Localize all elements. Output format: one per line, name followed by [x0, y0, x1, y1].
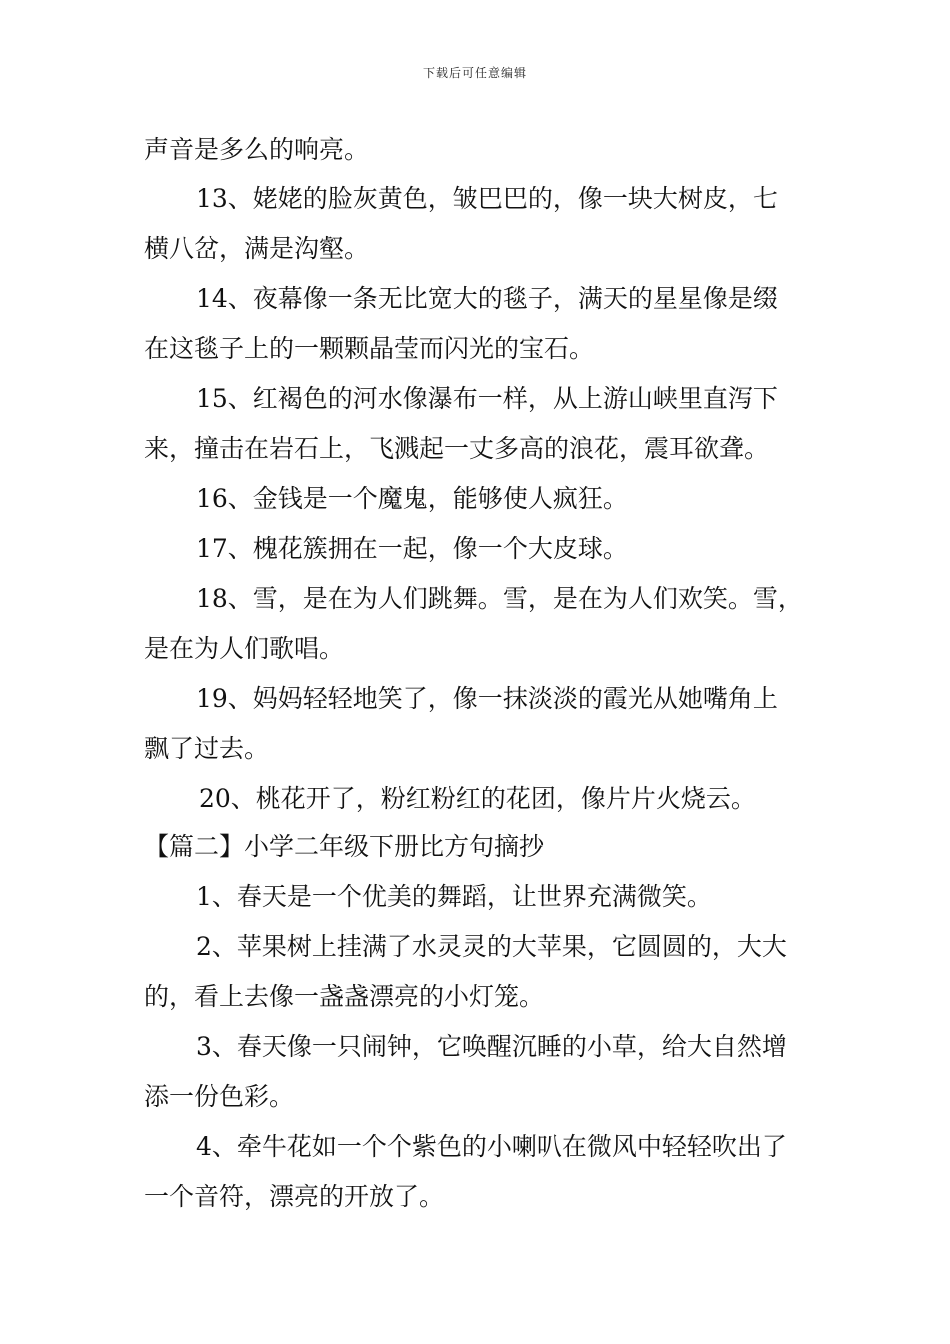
text-line: 2、苹果树上挂满了水灵灵的大苹果，它圆圆的，大大	[196, 932, 787, 961]
section-heading: 【篇二】小学二年级下册比方句摘抄	[144, 832, 545, 861]
text-line: 添一份色彩。	[144, 1082, 295, 1111]
text-line: 3、春天像一只闹钟，它唤醒沉睡的小草，给大自然增	[196, 1032, 787, 1061]
page-header: 下载后可任意编辑	[422, 66, 527, 80]
text-line: 17、槐花簇拥在一起，像一个大皮球。	[196, 534, 628, 563]
text-line: 声音是多么的响亮。	[144, 135, 370, 164]
text-line: 来，撞击在岩石上，飞溅起一丈多高的浪花，震耳欲聋。	[144, 434, 770, 463]
text-line: 4、牵牛花如一个个紫色的小喇叭在微风中轻轻吹出了	[196, 1132, 787, 1161]
text-line: 飘了过去。	[144, 734, 270, 763]
text-line: 横八岔，满是沟壑。	[144, 234, 370, 263]
text-line: 15、红褐色的河水像瀑布一样，从上游山峡里直泻下	[196, 384, 778, 413]
text-line: 18、雪，是在为人们跳舞。雪，是在为人们欢笑。雪，	[196, 584, 803, 613]
text-line: 是在为人们歌唱。	[144, 634, 345, 663]
text-line: 的，看上去像一盏盏漂亮的小灯笼。	[144, 982, 545, 1011]
text-line: 20、桃花开了，粉红粉红的花团，像片片火烧云。	[199, 784, 756, 813]
text-line: 在这毯子上的一颗颗晶莹而闪光的宝石。	[144, 334, 595, 363]
text-line: 16、金钱是一个魔鬼，能够使人疯狂。	[196, 484, 628, 513]
text-line: 13、姥姥的脸灰黄色，皱巴巴的，像一块大树皮，七	[196, 184, 778, 213]
text-line: 一个音符，漂亮的开放了。	[144, 1182, 445, 1211]
text-line: 1、春天是一个优美的舞蹈，让世界充满微笑。	[196, 882, 712, 911]
text-line: 19、妈妈轻轻地笑了，像一抹淡淡的霞光从她嘴角上	[196, 684, 778, 713]
text-line: 14、夜幕像一条无比宽大的毯子，满天的星星像是缀	[196, 284, 778, 313]
